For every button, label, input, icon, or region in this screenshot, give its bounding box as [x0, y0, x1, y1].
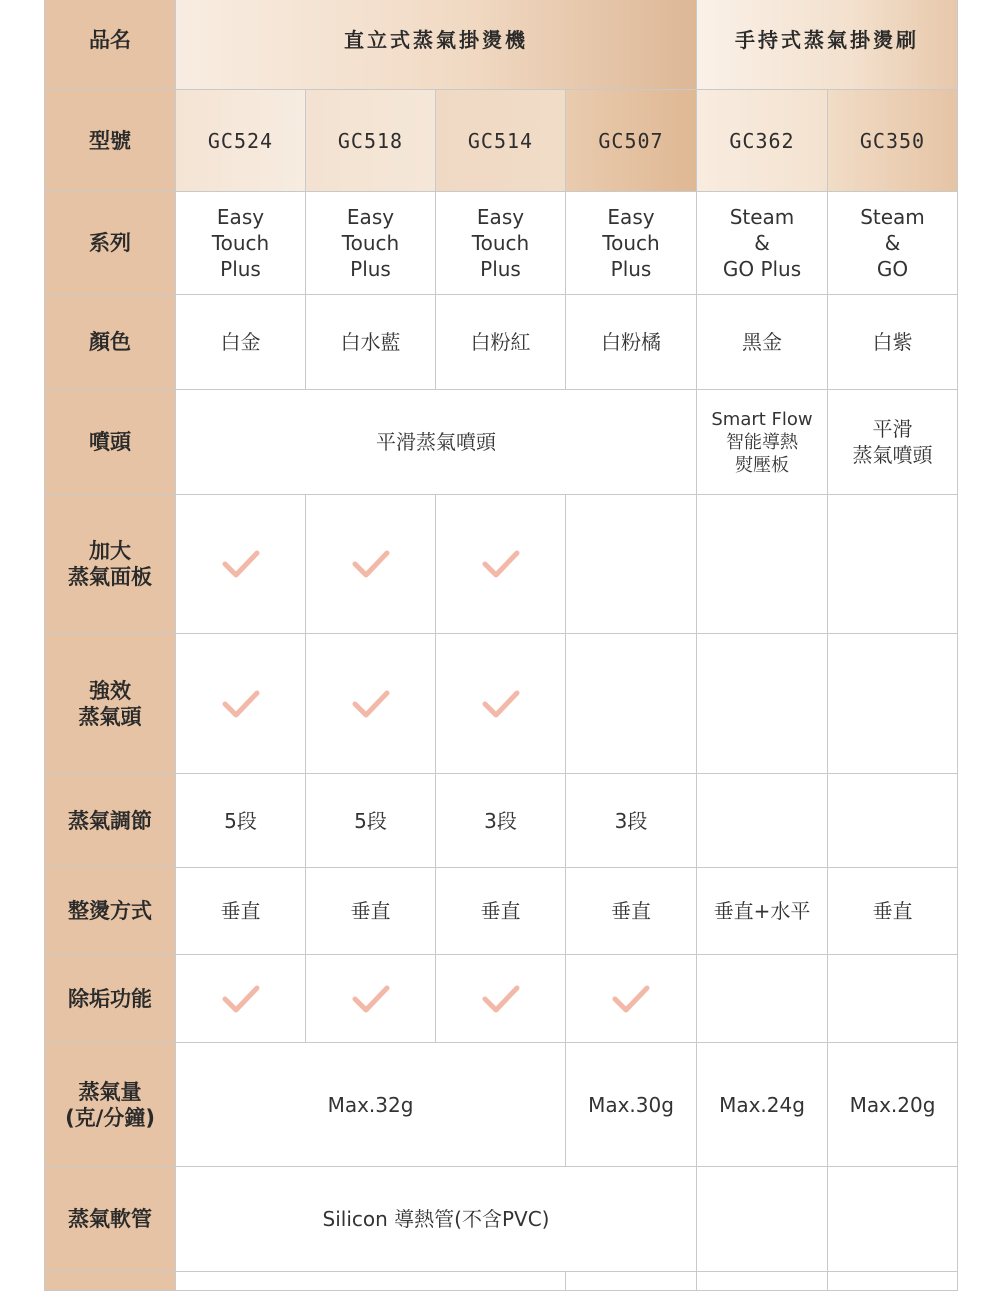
check-icon — [351, 688, 391, 720]
color-gc524: 白金 — [175, 294, 306, 390]
row-label-model: 型號 — [44, 89, 176, 192]
next-row-cell-b — [565, 1271, 697, 1291]
series-gc514: Easy Touch Plus — [435, 191, 566, 295]
strong-head-gc524 — [175, 633, 306, 774]
steam-output-gc350: Max.20g — [827, 1042, 958, 1167]
model-gc518: GC518 — [305, 89, 436, 192]
descale-gc350 — [827, 954, 958, 1043]
row-label-hose: 蒸氣軟管 — [44, 1166, 176, 1272]
descale-gc362 — [696, 954, 828, 1043]
check-icon — [221, 548, 261, 580]
hose-upright: Silicon 導熱管(不含PVC) — [175, 1166, 697, 1272]
series-gc518: Easy Touch Plus — [305, 191, 436, 295]
color-gc518: 白水藍 — [305, 294, 436, 390]
strong-head-gc518 — [305, 633, 436, 774]
header-name-label: 品名 — [44, 0, 176, 90]
large-panel-gc524 — [175, 494, 306, 634]
hose-gc362 — [696, 1166, 828, 1272]
check-icon — [481, 688, 521, 720]
row-label-next — [44, 1271, 176, 1291]
row-label-nozzle: 噴頭 — [44, 389, 176, 495]
nozzle-upright: 平滑蒸氣噴頭 — [175, 389, 697, 495]
model-gc514: GC514 — [435, 89, 566, 192]
color-gc507: 白粉橘 — [565, 294, 697, 390]
strong-head-gc507 — [565, 633, 697, 774]
color-gc514: 白粉紅 — [435, 294, 566, 390]
nozzle-gc362: Smart Flow 智能導熱 熨壓板 — [696, 389, 828, 495]
check-icon — [611, 983, 651, 1015]
strong-head-gc362 — [696, 633, 828, 774]
check-icon — [481, 983, 521, 1015]
check-icon — [351, 548, 391, 580]
series-gc350: Steam & GO — [827, 191, 958, 295]
row-label-ironing-mode: 整燙方式 — [44, 867, 176, 955]
row-label-steam-output: 蒸氣量 (克/分鐘) — [44, 1042, 176, 1167]
series-gc362: Steam & GO Plus — [696, 191, 828, 295]
row-label-color: 顏色 — [44, 294, 176, 390]
strong-head-gc350 — [827, 633, 958, 774]
model-gc350: GC350 — [827, 89, 958, 192]
color-gc362: 黑金 — [696, 294, 828, 390]
ironing-mode-gc362: 垂直+水平 — [696, 867, 828, 955]
ironing-mode-gc514: 垂直 — [435, 867, 566, 955]
large-panel-gc514 — [435, 494, 566, 634]
ironing-mode-gc524: 垂直 — [175, 867, 306, 955]
hose-gc350 — [827, 1166, 958, 1272]
check-icon — [481, 548, 521, 580]
row-label-steam-adjust: 蒸氣調節 — [44, 773, 176, 868]
large-panel-gc362 — [696, 494, 828, 634]
series-gc524: Easy Touch Plus — [175, 191, 306, 295]
row-label-large-panel: 加大 蒸氣面板 — [44, 494, 176, 634]
large-panel-gc507 — [565, 494, 697, 634]
check-icon — [351, 983, 391, 1015]
check-icon — [221, 688, 261, 720]
steam-adjust-gc524: 5段 — [175, 773, 306, 868]
steam-output-gc362: Max.24g — [696, 1042, 828, 1167]
descale-gc524 — [175, 954, 306, 1043]
descale-gc514 — [435, 954, 566, 1043]
descale-gc518 — [305, 954, 436, 1043]
ironing-mode-gc518: 垂直 — [305, 867, 436, 955]
large-panel-gc350 — [827, 494, 958, 634]
row-label-series: 系列 — [44, 191, 176, 295]
steam-output-gc507: Max.30g — [565, 1042, 697, 1167]
row-label-strong-head: 強效 蒸氣頭 — [44, 633, 176, 774]
check-icon — [221, 983, 261, 1015]
model-gc362: GC362 — [696, 89, 828, 192]
steam-output-upright: Max.32g — [175, 1042, 566, 1167]
descale-gc507 — [565, 954, 697, 1043]
ironing-mode-gc507: 垂直 — [565, 867, 697, 955]
next-row-cell-d — [827, 1271, 958, 1291]
next-row-cell-a — [175, 1271, 566, 1291]
header-group-upright: 直立式蒸氣掛燙機 — [175, 0, 697, 90]
strong-head-gc514 — [435, 633, 566, 774]
ironing-mode-gc350: 垂直 — [827, 867, 958, 955]
steam-adjust-gc507: 3段 — [565, 773, 697, 868]
steam-adjust-gc514: 3段 — [435, 773, 566, 868]
model-gc524: GC524 — [175, 89, 306, 192]
model-gc507: GC507 — [565, 89, 697, 192]
header-group-handheld: 手持式蒸氣掛燙刷 — [696, 0, 958, 90]
large-panel-gc518 — [305, 494, 436, 634]
nozzle-gc350: 平滑 蒸氣噴頭 — [827, 389, 958, 495]
next-row-cell-c — [696, 1271, 828, 1291]
series-gc507: Easy Touch Plus — [565, 191, 697, 295]
steam-adjust-gc518: 5段 — [305, 773, 436, 868]
steam-adjust-gc362 — [696, 773, 828, 868]
row-label-descale: 除垢功能 — [44, 954, 176, 1043]
steam-adjust-gc350 — [827, 773, 958, 868]
color-gc350: 白紫 — [827, 294, 958, 390]
